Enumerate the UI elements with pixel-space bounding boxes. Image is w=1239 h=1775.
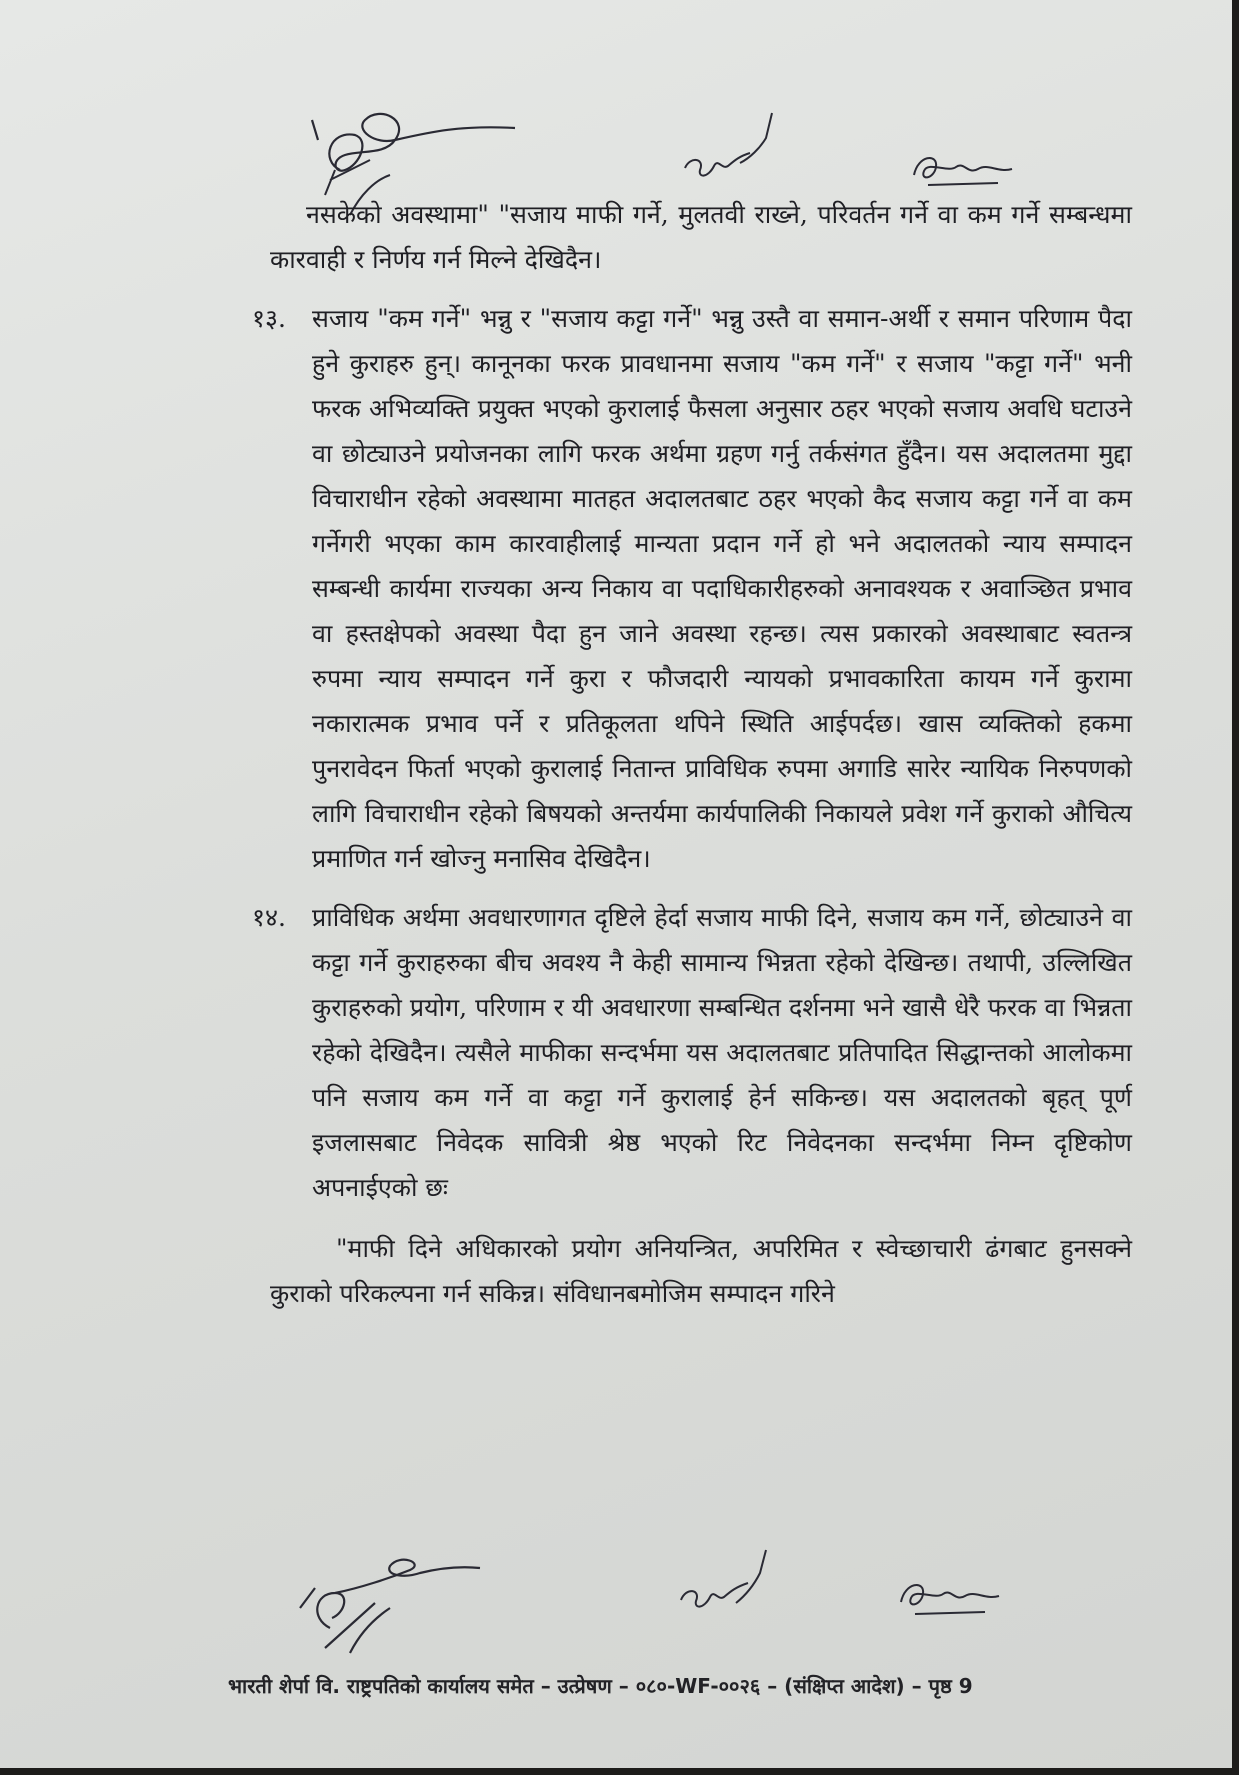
paragraph-number: १४.: [252, 903, 286, 932]
signature-bottom-right: [895, 1572, 1005, 1622]
continuation-paragraph: नसकेको अवस्थामा" "सजाय माफी गर्ने, मुलतवी राख्ने, परिवर्तन गर्ने वा कम गर्ने सम्बन्धमा कारवाही र निर्णय गर्न मिल्ने देखिदैन।: [270, 200, 1132, 274]
signature-top-right: [908, 145, 1018, 195]
page-footer: भारती शेर्पा वि. राष्ट्रपतिको कार्यालय समेत – उत्प्रेषण – ०८०-WF-००२६ – (संक्षिप्त आदेश) – पृष्ठ 9: [228, 1674, 973, 1698]
paragraph-14: [252, 895, 1132, 1210]
paragraph-13: [252, 296, 1132, 881]
order-body-text: [252, 192, 1132, 1316]
signature-bottom-left: [290, 1548, 490, 1658]
signature-top-middle: [680, 108, 790, 188]
paragraph-text: प्राविधिक अर्थमा अवधारणागत दृष्टिले हेर्दा सजाय माफी दिने, सजाय कम गर्ने, छोट्याउने वा कट्टा गर्ने कुराहरुका बीच अवश्य नै केही सामान्य भिन्नता रहेको देखिन्छ। तथापी, उल्लिखित कुराहरुको प्रयोग, परिणाम र यी अवधारणा सम्बन्धित दर्शनमा भने खासै धेरै फरक वा भिन्नता रहेको देखिदैन। त्यसैले माफीका सन्दर्भमा यस अदालतबाट प्रतिपादित सिद्धान्तको आलोकमा पनि सजाय कम गर्ने वा कट्टा गर्ने कुरालाई हेर्न सकिन्छ। यस अदालतको बृहत् पूर्ण इजलासबाट निवेदक सावित्री श्रेष्ठ भएको रिट निवेदनका सन्दर्भमा निम्न दृष्टिकोण अपनाईएको छः: [312, 903, 1132, 1202]
signature-bottom-middle: [676, 1545, 786, 1625]
paragraph-number: १३.: [252, 304, 286, 333]
quoted-precedent: "माफी दिने अधिकारको प्रयोग अनियन्त्रित, अपरिमित र स्वेच्छाचारी ढंगबाट हुनसक्ने कुराको परिकल्पना गर्न सकिन्न। संविधानबमोजिम सम्पादन गरिने: [270, 1234, 1132, 1308]
paragraph-text: सजाय "कम गर्ने" भन्नु र "सजाय कट्टा गर्ने" भन्नु उस्तै वा समान-अर्थी र समान परिणाम पैदा हुने कुराहरु हुन्। कानूनका फरक प्रावधानमा सजाय "कम गर्ने" र सजाय "कट्टा गर्ने" भनी फरक अभिव्यक्ति प्रयुक्त भएको कुरालाई फैसला अनुसार ठहर भएको सजाय अवधि घटाउने वा छोट्याउने प्रयोजनका लागि फरक अर्थमा ग्रहण गर्नु तर्कसंगत हुँदैन। यस अदालतमा मुद्दा विचाराधीन रहेको अवस्थामा मातहत अदालतबाट ठहर भएको कैद सजाय कट्टा गर्ने वा कम गर्नेगरी भएका काम कारवाहीलाई मान्यता प्रदान गर्ने हो भने अदालतको न्याय सम्पादन सम्बन्धी कार्यमा राज्यका अन्य निकाय वा पदाधिकारीहरुको अनावश्यक र अवाञ्छित प्रभाव वा हस्तक्षेपको अवस्था पैदा हुन जाने अवस्था रहन्छ। त्यस प्रकारको अवस्थाबाट स्वतन्त्र रुपमा न्याय सम्पादन गर्ने कुरा र फौजदारी न्यायको प्रभावकारिता कायम गर्ने कुरामा नकारात्मक प्रभाव पर्ने र प्रतिकूलता थपिने स्थिति आईपर्दछ। खास व्यक्तिको हकमा पुनरावेदन फिर्ता भएको कुरालाई नितान्त प्राविधिक रुपमा अगाडि सारेर न्यायिक निरुपणको लागि विचाराधीन रहेको बिषयको अन्तर्यमा कार्यपालिकी निकायले प्रवेश गर्ने कुराको औचित्य प्रमाणित गर्न खोज्नु मनासिव देखिदैन।: [312, 304, 1132, 873]
